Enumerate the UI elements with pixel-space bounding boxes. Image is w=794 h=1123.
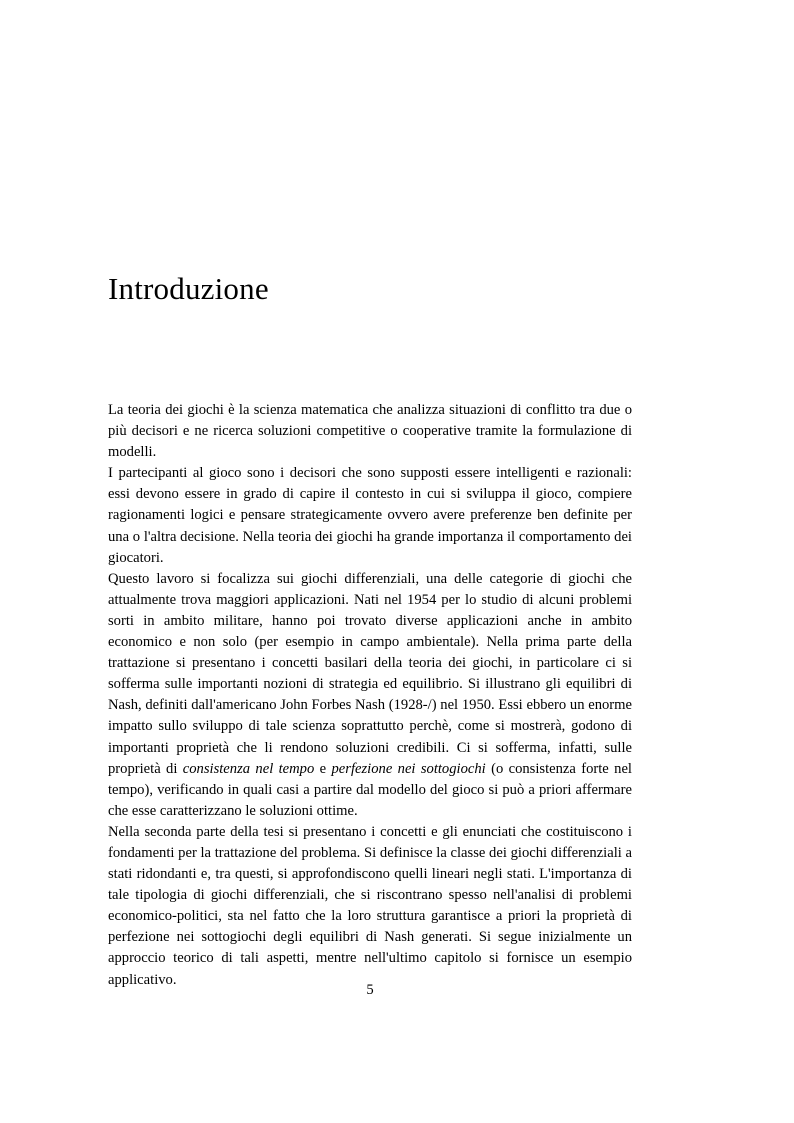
paragraph-4: Nella seconda parte della tesi si presentano i concetti e gli enunciati che costituiscono i fondamenti per la trattazione del problema. Si definisce la classe dei giochi differenziali a stati ridondanti e, tra questi, si approfondiscono quelli lineari negli stati. L'importanza di tale tipologia di giochi differenziali, che si riscontrano spesso nell'analisi di problemi economico-politici, sta nel fatto che la loro struttura garantisce a priori la proprietà di perfezione nei sottogiochi degli equilibri di Nash generati. Si segue inizialmente un approccio teorico di tali aspetti, mentre nell'ultimo capitolo si fornisce un esempio applicativo. [108,823,632,988]
emphasis-text: perfezione nei sottogiochi [331,760,486,777]
paragraph-2: I partecipanti al gioco sono i decisori che sono supposti essere intelligenti e razionali: essi devono essere in grado di capire il contesto in cui si sviluppa il gioco, compiere ragionamenti logici e pensare strategicamente ovvero avere preferenze ben definite per una o l'altra decisione. Nella teoria dei giochi ha grande importanza il comportamento dei giocatori. [108,465,632,566]
emphasis-text: consistenza nel tempo [182,760,315,777]
page-title: Introduzione [108,271,269,306]
page-number: 5 [366,982,374,998]
body-text [108,400,632,991]
paragraph-3: Questo lavoro si focalizza sui giochi differenziali, una delle categorie di giochi che attualmente trova maggiori applicazioni. Nati nel 1954 per lo studio di alcuni problemi sorti in ambito militare, hanno poi trovato diverse applicazioni anche in ambito economico e non solo (per esempio in campo ambientale). Nella prima parte della trattazione si presentano i concetti basilari della teoria dei giochi, in particolare ci si sofferma sulle importanti nozioni di strategia ed equilibrio. Si illustrano gli equilibri di Nash, definiti dall'americano John Forbes Nash (1928-/) nel 1950. Essi ebbero un enorme impatto sullo sviluppo di tale scienza soprattutto perchè, come si mostrerà, godono di importanti proprietà che li rendono soluzioni credibili. Ci si sofferma, infatti, sulle proprietà di consistenza nel tempo e perfezione nei sottogiochi (o consistenza forte nel tempo), verificando in quali casi a partire dal modello del gioco si può a priori affermare che esse caratterizzano le soluzioni ottime. [108,570,632,819]
paragraph-1: La teoria dei giochi è la scienza matematica che analizza situazioni di conflitto tra due o più decisori e ne ricerca soluzioni competitive o cooperative tramite la formulazione di modelli. [108,402,632,461]
